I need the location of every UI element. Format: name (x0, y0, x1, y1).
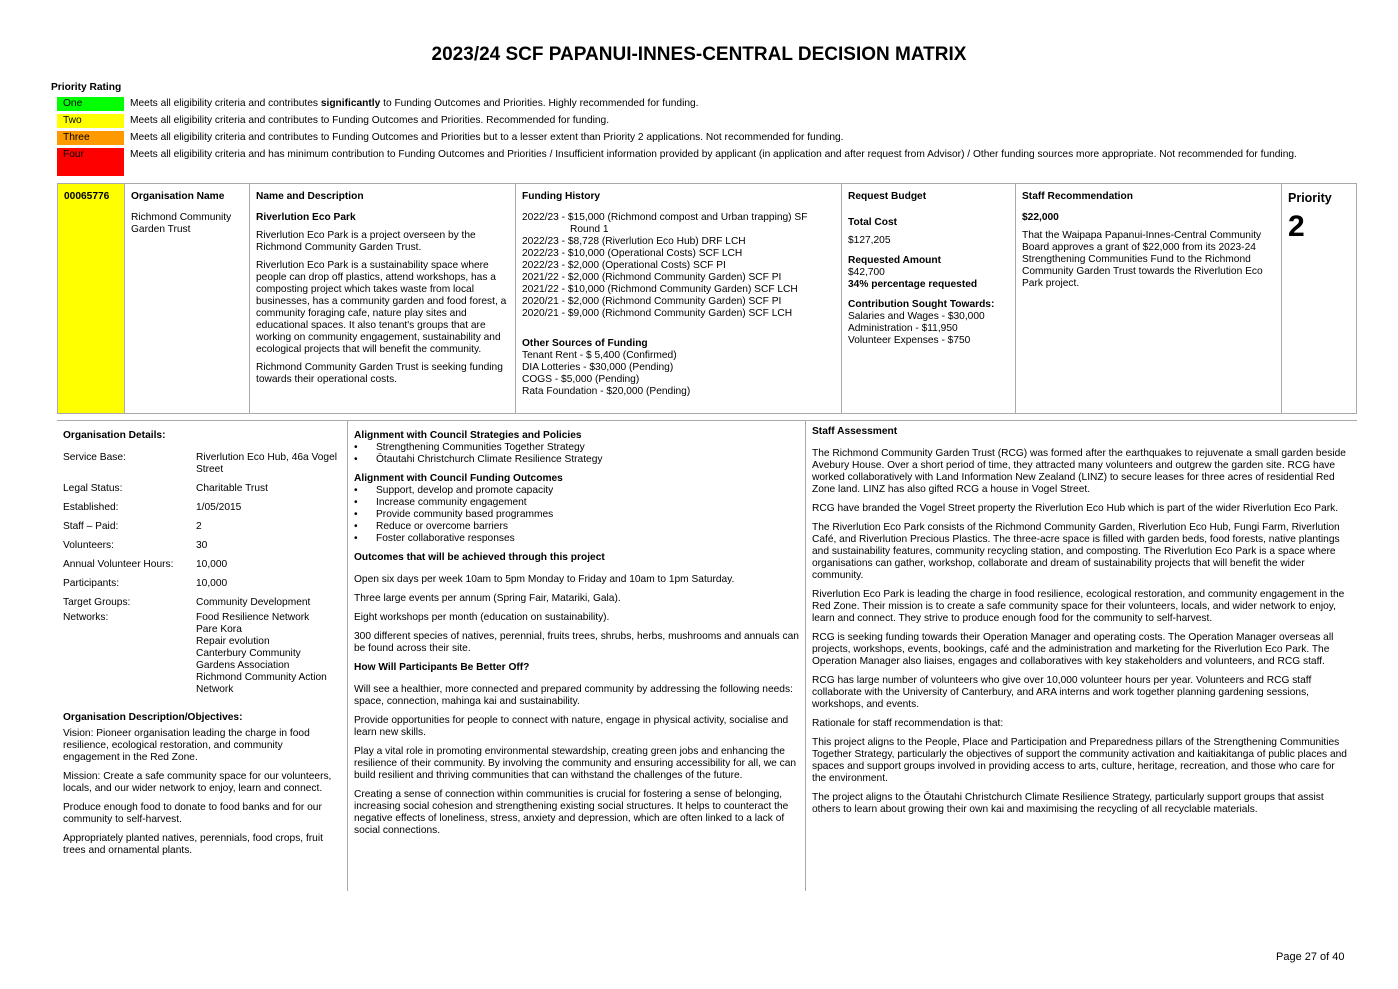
better-off-list (354, 684, 799, 837)
priority-rating-legend (57, 97, 1317, 179)
priority-row-two (57, 114, 1317, 128)
assessment-paragraph: Rationale for staff recommendation is that: (812, 718, 1004, 729)
decision-matrix-row (57, 183, 1357, 414)
objective-paragraph: Vision: Pioneer organisation leading the charge in food resilience, ecological restoration, and community engagement in the Red Zone. (63, 728, 310, 763)
priority-swatch-two: Two (57, 114, 124, 128)
detail-label: Participants: (63, 578, 120, 589)
achieved-item: 300 different species of natives, perennial, fruits trees, shrubs, herbs, mushrooms and annuals can be found across their site. (354, 631, 799, 654)
detail-label: Networks: (63, 612, 109, 623)
funding-history-header: Funding History (522, 191, 601, 202)
request-budget-cell (842, 184, 1016, 413)
detail-value: Community Development (196, 597, 311, 608)
achieved-heading: Outcomes that will be achieved through this project (354, 552, 605, 563)
priority-header: Priority (1288, 191, 1332, 205)
strategy-item: • Strengthening Communities Together Strategy (354, 442, 799, 454)
outcome-item: • Provide community based programmes (354, 509, 799, 521)
detail-label: Service Base: (63, 452, 126, 463)
priority-swatch-one: One (57, 97, 124, 111)
funding-history-cell (516, 184, 842, 413)
contribution-label: Contribution Sought Towards: (848, 299, 995, 310)
funding-history-item: 2022/23 - $15,000 (Richmond compost and Urban trapping) SF (522, 212, 808, 223)
project-description: Riverlution Eco Park is a project overseen by the Richmond Community Garden Trust. (256, 230, 476, 253)
detail-row (63, 502, 341, 514)
network-item: Pare Kora (196, 624, 242, 635)
better-off-heading: How Will Participants Be Better Off? (354, 662, 530, 673)
project-description: Richmond Community Garden Trust is seeking funding towards their operational costs. (256, 362, 503, 385)
organisation-description-heading: Organisation Description/Objectives: (63, 712, 243, 723)
detail-value: Riverlution Eco Hub, 46a Vogel Street (196, 452, 338, 475)
strategies-heading: Alignment with Council Strategies and Policies (354, 430, 582, 441)
staff-assessment-text (812, 448, 1351, 816)
objective-paragraph: Produce enough food to donate to food banks and for our community to self-harvest. (63, 802, 322, 825)
staff-recommendation-text: That the Waipapa Papanui-Innes-Central Community Board approves a grant of $22,000 from its 2023-24 Strengthening Communities Fund to the Richmond Community Garden Trust towards the Riverlution Eco Park project. (1022, 230, 1263, 289)
outcome-item: • Increase community engagement (354, 497, 799, 509)
objective-paragraph: Appropriately planted natives, perennials, food crops, fruit trees and ornamental plants. (63, 833, 323, 856)
contribution-item: Administration - $11,950 (848, 323, 958, 334)
detail-label: Staff – Paid: (63, 521, 119, 532)
funding-history-item: 2021/22 - $10,000 (Richmond Community Garden) SCF LCH (522, 284, 798, 295)
network-item: Food Resilience Network (196, 612, 310, 623)
organisation-cell (125, 184, 250, 413)
detail-row (63, 559, 341, 571)
better-off-item: Provide opportunities for people to connect with nature, engage in physical activity, socialise and learn new skills. (354, 715, 789, 738)
funding-history-item: 2022/23 - $2,000 (Operational Costs) SCF PI (522, 260, 726, 271)
other-funding-item: COGS - $5,000 (Pending) (522, 374, 640, 385)
assessment-paragraph: RCG is seeking funding towards their Operation Manager and operating costs. The Operation Manager overseas all projects, workshops, events, bookings, café and the administration and marketing for the Riverlution Eco Park. The Operation Manager also liaises, engages and collaboratives with key stakeholders and volunteers, and RCG staff. (812, 632, 1334, 667)
detail-row (63, 597, 341, 609)
detail-value: 30 (196, 540, 208, 551)
better-off-item: Creating a sense of connection within communities is crucial for fostering a sense of belonging, increasing social cohesion and strengthening existing social structures. It helps to counteract the negative effects of loneliness, stress, anxiety and depression, which are often linked to a lack of social connections. (354, 789, 789, 836)
priority-desc-two: Meets all eligibility criteria and contributes to Funding Outcomes and Priorities. Recommended for funding. (130, 115, 610, 126)
other-funding-item: Tenant Rent - $ 5,400 (Confirmed) (522, 350, 677, 361)
network-item: Repair evolution (196, 636, 270, 647)
organisation-name: Richmond Community Garden Trust (131, 212, 232, 235)
network-item: Canterbury Community Gardens Association (196, 648, 301, 671)
other-funding-header: Other Sources of Funding (522, 338, 648, 349)
total-cost-label: Total Cost (848, 217, 898, 228)
project-name: Riverlution Eco Park (256, 212, 356, 223)
staff-recommendation-header: Staff Recommendation (1022, 191, 1133, 202)
detail-value: Charitable Trust (196, 483, 268, 494)
detail-value: 10,000 (196, 578, 228, 589)
contribution-item: Volunteer Expenses - $750 (848, 335, 971, 346)
detail-row (63, 540, 341, 552)
priority-row-three (57, 131, 1317, 145)
outcome-item: • Foster collaborative responses (354, 533, 799, 545)
other-funding-list (522, 350, 835, 398)
funding-history-list (522, 236, 835, 320)
priority-desc-three: Meets all eligibility criteria and contributes to Funding Outcomes and Priorities but to a lesser extent than Priority 2 applications. Not recommended for funding. (130, 132, 844, 143)
priority-desc-four: Meets all eligibility criteria and has minimum contribution to Funding Outcomes and Priorities / Insufficient information provided by applicant (in application and after request from Advisor) / Other funding sources more appropriate. Not recommended for funding. (130, 149, 1297, 160)
project-description: Riverlution Eco Park is a sustainability space where people can drop off plastics, attend workshops, has a composting project which takes waste from local businesses, has a community garden and food forest, a community foraging cafe, nature play sites and educational spaces. It also tenant's groups that are working on community engagement, sustainability and ecological projects that will benefit the community. (256, 260, 507, 355)
priority-value: 2 (1288, 210, 1305, 243)
outcomes-heading: Alignment with Council Funding Outcomes (354, 473, 563, 484)
staff-assessment-column (806, 421, 1357, 891)
assessment-paragraph: The Richmond Community Garden Trust (RCG) was formed after the earthquakes to rejuvenate a small garden beside Avebury House. Over a short period of time, they attracted many volunteers and outgrew the garden site. RCG have worked collaboratively with Land Information New Zealand (LINZ) to secure leases for three acres of residential Red Zone land. LINZ has also gifted RCG a house in Vogel Street. (812, 448, 1346, 495)
application-id: 00065776 (58, 184, 125, 413)
funding-history-item: 2022/23 - $10,000 (Operational Costs) SCF LCH (522, 248, 743, 259)
page-title: 2023/24 SCF PAPANUI-INNES-CENTRAL DECISION MATRIX (431, 44, 967, 65)
assessment-paragraph: The project aligns to the Ōtautahi Christchurch Climate Resilience Strategy, particularly support groups that assist others to learn about growing their own kai and maximising the recycling of all recyclable materials. (812, 792, 1324, 815)
priority-row-one (57, 97, 1317, 111)
priority-row-four (57, 148, 1317, 176)
percent-requested: 34% percentage requested (848, 279, 978, 290)
better-off-item: Play a vital role in promoting environmental stewardship, creating green jobs and enhancing the resilience of their community. By involving the community and ensuring accessibility for all, we can build resilient and thriving communities that can withstand the challenges of the future. (354, 746, 797, 781)
detail-label: Legal Status: (63, 483, 123, 494)
funding-history-item: 2021/22 - $2,000 (Richmond Community Garden) SCF PI (522, 272, 782, 283)
request-budget-header: Request Budget (848, 191, 927, 202)
staff-assessment-heading: Staff Assessment (812, 426, 898, 437)
staff-recommended-amount: $22,000 (1022, 212, 1059, 223)
name-description-cell (250, 184, 516, 413)
detail-row (63, 612, 341, 696)
other-funding-item: Rata Foundation - $20,000 (Pending) (522, 386, 691, 397)
details-section (57, 420, 1357, 891)
funding-history-item: 2022/23 - $8,728 (Riverlution Eco Hub) DRF LCH (522, 236, 746, 247)
networks-list (196, 612, 341, 696)
requested-amount-value: $42,700 (848, 267, 885, 278)
funding-history-item: 2020/21 - $2,000 (Richmond Community Garden) SCF PI (522, 296, 782, 307)
organisation-details-column (57, 421, 348, 891)
detail-row (63, 483, 341, 495)
priority-desc-one: Meets all eligibility criteria and contributes significantly to Funding Outcomes and Priorities. Highly recommended for funding. (130, 98, 699, 109)
detail-label: Volunteers: (63, 540, 114, 551)
organisation-details-heading: Organisation Details: (63, 430, 166, 441)
contribution-list (848, 311, 1009, 347)
outcomes-list (354, 485, 799, 545)
contribution-item: Salaries and Wages - $30,000 (848, 311, 985, 322)
assessment-paragraph: This project aligns to the People, Place and Participation and Preparedness pillars of the Strengthening Communities Together Strategy, particularly the objectives of support the community activation and kaitiakitanga of public places and spaces and support groups involved in providing access to arts, culture, heritage, recreation, and those who care for the environment. (812, 737, 1347, 784)
detail-value: 10,000 (196, 559, 228, 570)
detail-label: Annual Volunteer Hours: (63, 559, 174, 570)
outcome-item: • Support, develop and promote capacity (354, 485, 799, 497)
funding-history-item-cont: Round 1 (570, 224, 609, 235)
achieved-item: Open six days per week 10am to 5pm Monday to Friday and 10am to 1pm Saturday. (354, 574, 735, 585)
other-funding-item: DIA Lotteries - $30,000 (Pending) (522, 362, 674, 373)
objectives-list (63, 728, 341, 857)
detail-label: Target Groups: (63, 597, 131, 608)
detail-label: Established: (63, 502, 119, 513)
funding-history-item: 2020/21 - $9,000 (Richmond Community Garden) SCF LCH (522, 308, 793, 319)
strategy-item: • Ōtautahi Christchurch Climate Resilience Strategy (354, 454, 799, 466)
requested-amount-label: Requested Amount (848, 255, 942, 266)
organisation-details-list (63, 452, 341, 590)
assessment-paragraph: Riverlution Eco Park is leading the charge in food resilience, ecological restoration, and community engagement in the Red Zone. Their mission is to create a safe community space for their volunteers, locals, and wider network to enjoy, learn and connect. They strive to produce enough food for the community to self-harvest. (812, 589, 1345, 624)
organisation-header: Organisation Name (131, 191, 225, 202)
priority-rating-heading: Priority Rating (51, 82, 122, 93)
detail-row (63, 452, 341, 476)
better-off-item: Will see a healthier, more connected and prepared community by addressing the following needs: space, connection, mahinga kai and sustainability. (354, 684, 793, 707)
strategies-list (354, 442, 799, 466)
name-description-header: Name and Description (256, 191, 364, 202)
objective-paragraph: Mission: Create a safe community space for our volunteers, locals, and our wider network to enjoy, learn and connect. (63, 771, 332, 794)
page-number: Page 27 of 40 (1276, 951, 1345, 963)
priority-swatch-four: Four (57, 148, 124, 176)
assessment-paragraph: The Riverlution Eco Park consists of the Richmond Community Garden, Riverlution Eco Hub, Fungi Farm, Riverlution Café, and Riverlution Precious Plastics. The three-acre space is filled with garden beds, food forests, native plantings and sustainability features, community recycling station, and composting. The Riverlution Eco Park is a space where organisations can gather, workshop, collaborate and dream of sustainability projects that will benefit the wider community. (812, 522, 1340, 581)
priority-cell (1282, 184, 1356, 413)
detail-value: 1/05/2015 (196, 502, 242, 513)
achieved-item: Eight workshops per month (education on sustainability). (354, 612, 610, 623)
alignment-column (348, 421, 806, 891)
outcome-item: • Reduce or overcome barriers (354, 521, 799, 533)
detail-row (63, 578, 341, 590)
assessment-paragraph: RCG has large number of volunteers who give over 10,000 volunteer hours per year. Volunteers and RCG staff collaborate with the University of Canterbury, and ARA interns and work together planning gardening sessions, workshops, and events. (812, 675, 1312, 710)
detail-row (63, 521, 341, 533)
achieved-item: Three large events per annum (Spring Fair, Matariki, Gala). (354, 593, 621, 604)
achieved-list (354, 574, 799, 655)
assessment-paragraph: RCG have branded the Vogel Street property the Riverlution Eco Hub which is part of the wider Riverlution Eco Park. (812, 503, 1339, 514)
priority-swatch-three: Three (57, 131, 124, 145)
total-cost-value: $127,205 (848, 235, 891, 246)
network-item: Richmond Community Action Network (196, 672, 327, 695)
detail-value: 2 (196, 521, 202, 532)
staff-recommendation-cell (1016, 184, 1282, 413)
